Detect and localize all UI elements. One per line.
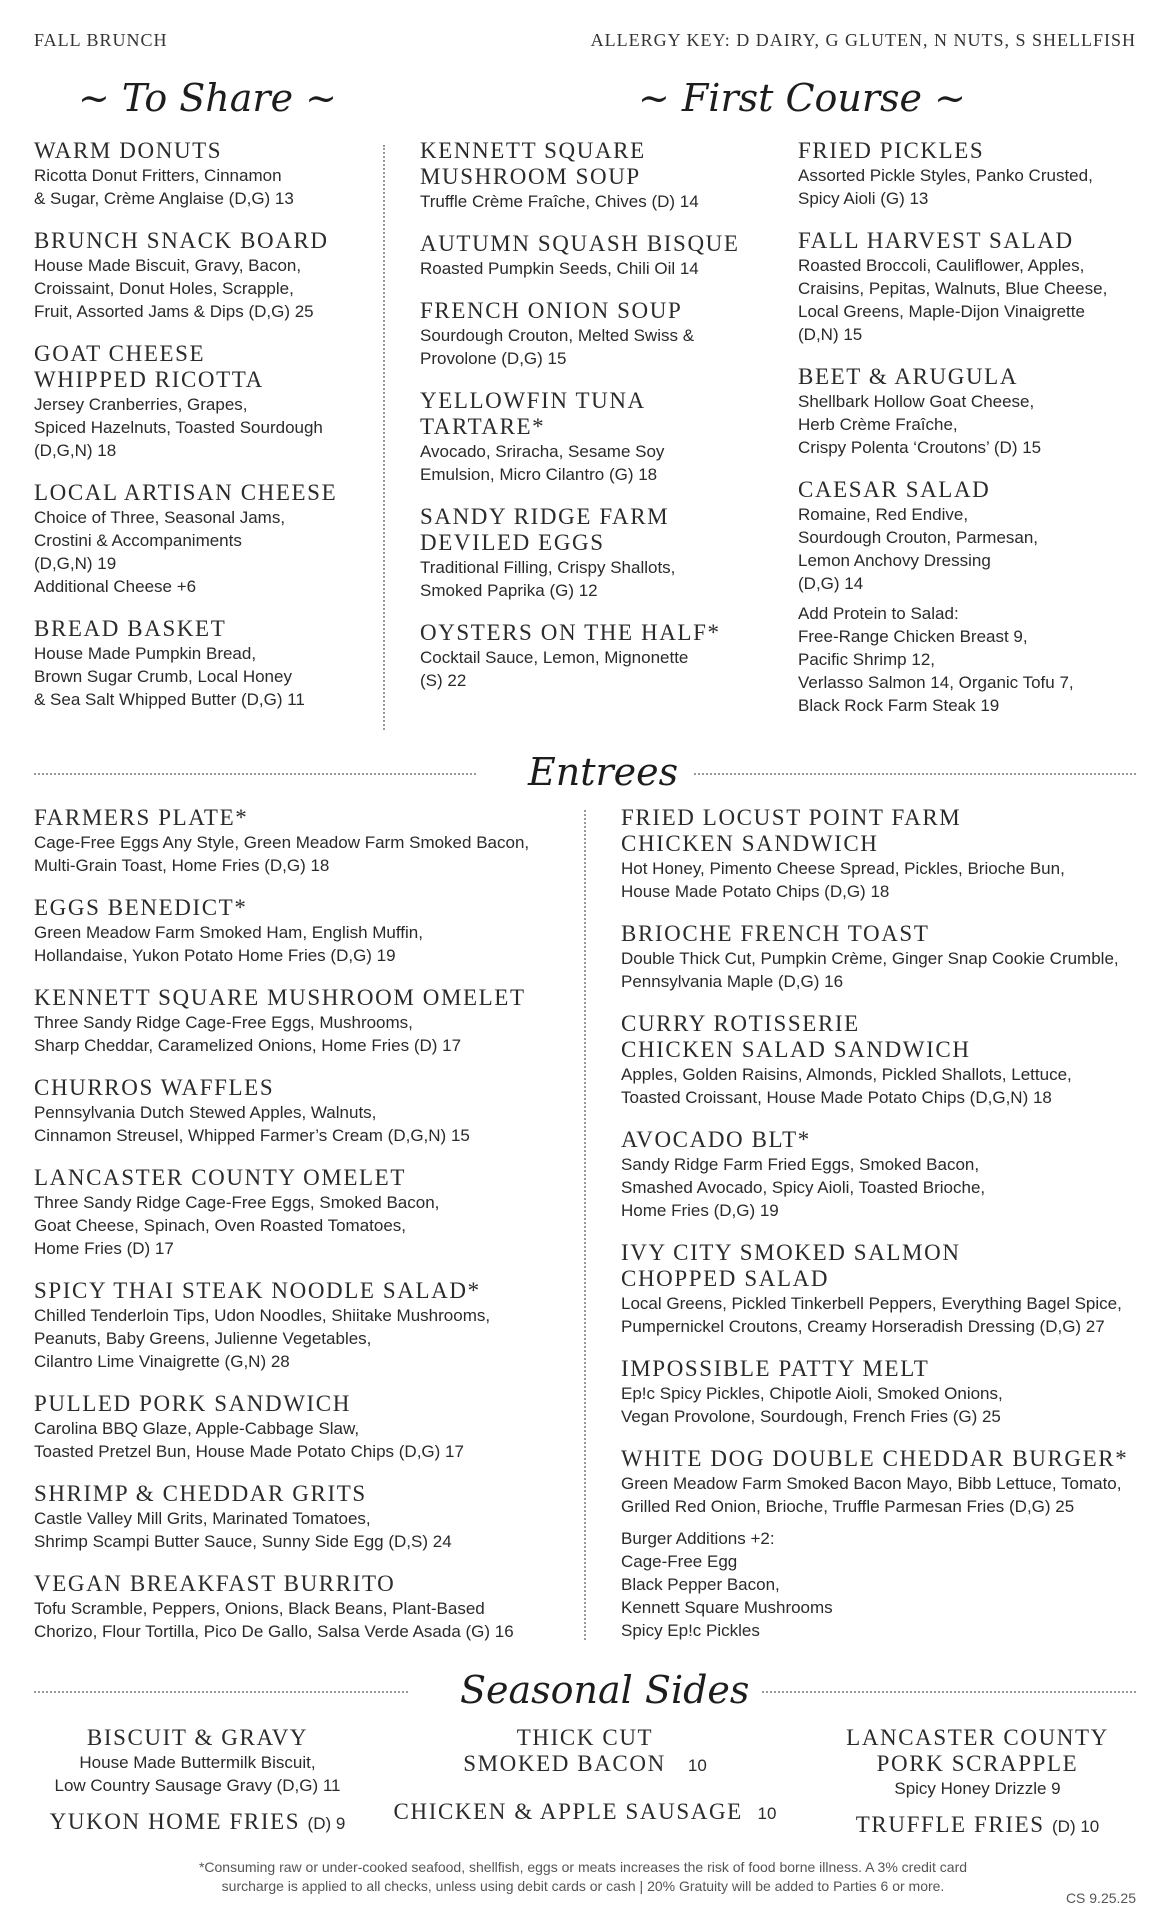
menu-item-name: SANDY RIDGE FARM DEVILED EGGS: [420, 504, 670, 555]
divider: [383, 145, 385, 730]
menu-item: [798, 228, 1158, 346]
side-desc: Spicy Honey Drizzle 9: [894, 1779, 1061, 1798]
menu-item-description: Cocktail Sauce, Lemon, Mignonette (S) 22: [420, 648, 689, 690]
menu-item-description: Double Thick Cut, Pumpkin Crème, Ginger Snap Cookie Crumble, Pennsylvania Maple (D,G) 16: [621, 949, 1119, 991]
side-left: [20, 1725, 375, 1837]
side-price: (D) 10: [1052, 1817, 1100, 1836]
menu-item-name: BREAD BASKET: [34, 616, 227, 641]
entrees-list-left: [34, 805, 584, 1661]
entrees-list-right: [621, 805, 1161, 1536]
menu-item: [34, 1481, 584, 1553]
menu-item-name: BRIOCHE FRENCH TOAST: [621, 921, 930, 946]
menu-item-description: Jersey Cranberries, Grapes, Spiced Hazelnuts, Toasted Sourdough (D,G,N) 18: [34, 395, 323, 460]
menu-item: [34, 138, 374, 210]
menu-item-description: Green Meadow Farm Smoked Ham, English Muffin, Hollandaise, Yukon Potato Home Fries (D,G) 19: [34, 923, 423, 965]
first-course-list-right: [798, 138, 1158, 613]
menu-item-description: Ricotta Donut Fritters, Cinnamon & Sugar, Crème Anglaise (D,G) 13: [34, 166, 294, 208]
menu-item-description: Traditional Filling, Crispy Shallots, Smoked Paprika (G) 12: [420, 558, 676, 600]
menu-item: [34, 1075, 584, 1147]
menu-item-name: IMPOSSIBLE PATTY MELT: [621, 1356, 930, 1381]
menu-item-name: FALL HARVEST SALAD: [798, 228, 1074, 253]
menu-item: [420, 298, 780, 370]
menu-item-name: FRENCH ONION SOUP: [420, 298, 683, 323]
menu-item-name: SHRIMP & CHEDDAR GRITS: [34, 1481, 367, 1506]
side-item: [800, 1812, 1155, 1840]
menu-item: [34, 1391, 584, 1463]
divider: [694, 773, 1136, 775]
menu-item-description: Hot Honey, Pimento Cheese Spread, Pickles, Brioche Bun, House Made Potato Chips (D,G) 18: [621, 859, 1065, 901]
menu-item-name: KENNETT SQUARE MUSHROOM SOUP: [420, 138, 646, 189]
menu-item: [34, 1278, 584, 1373]
divider: [34, 1691, 408, 1693]
menu-item-name: FARMERS PLATE*: [34, 805, 249, 830]
side-item: [20, 1809, 375, 1837]
menu-item-description: Three Sandy Ridge Cage-Free Eggs, Mushrooms, Sharp Cheddar, Caramelized Onions, Home Fries (D) 17: [34, 1013, 462, 1055]
seasonal-sides-heading: Seasonal Sides: [460, 1668, 750, 1712]
menu-item-name: FRIED LOCUST POINT FARM CHICKEN SANDWICH: [621, 805, 962, 856]
menu-item-description: Pennsylvania Dutch Stewed Apples, Walnuts, Cinnamon Streusel, Whipped Farmer’s Cream (D,G,N) 15: [34, 1103, 470, 1145]
side-price: 10: [687, 1756, 707, 1775]
menu-item-name: GOAT CHEESE WHIPPED RICOTTA: [34, 341, 264, 392]
menu-item-name: OYSTERS ON THE HALF*: [420, 620, 721, 645]
menu-item: [621, 1127, 1161, 1222]
menu-item-description: Romaine, Red Endive, Sourdough Crouton, Parmesan, Lemon Anchovy Dressing (D,G) 14: [798, 505, 1039, 593]
divider: [584, 810, 586, 1640]
menu-item-name: LOCAL ARTISAN CHEESE: [34, 480, 338, 505]
menu-item: [621, 1240, 1161, 1338]
menu-item: [621, 805, 1161, 903]
menu-item: [420, 231, 780, 280]
menu-item-description: Carolina BBQ Glaze, Apple-Cabbage Slaw, Toasted Pretzel Bun, House Made Potato Chips (D,G) 17: [34, 1419, 464, 1461]
menu-item-description: Choice of Three, Seasonal Jams, Crostini & Accompaniments (D,G,N) 19 Additional Cheese +6: [34, 508, 286, 596]
menu-item-name: CHURROS WAFFLES: [34, 1075, 275, 1100]
side-item: [385, 1725, 785, 1779]
side-price: (D) 9: [307, 1814, 346, 1833]
divider: [762, 1691, 1136, 1693]
menu-item-name: CURRY ROTISSERIE CHICKEN SALAD SANDWICH: [621, 1011, 971, 1062]
menu-item: [420, 620, 780, 692]
menu-item-description: Ep!c Spicy Pickles, Chipotle Aioli, Smoked Onions, Vegan Provolone, Sourdough, French Fries (G) 25: [621, 1384, 1003, 1426]
side-name: CHICKEN & APPLE SAUSAGE: [393, 1799, 743, 1824]
first-course-heading: ~ First Course ~: [638, 76, 966, 120]
menu-item-description: Chilled Tenderloin Tips, Udon Noodles, Shiitake Mushrooms, Peanuts, Baby Greens, Julienne Vegetables, Cilantro Lime Vinaigrette (G,N) 28: [34, 1306, 491, 1371]
menu-item-name: KENNETT SQUARE MUSHROOM OMELET: [34, 985, 526, 1010]
menu-item-description: Cage-Free Eggs Any Style, Green Meadow Farm Smoked Bacon, Multi-Grain Toast, Home Fries (D,G) 18: [34, 833, 530, 875]
menu-item-name: YELLOWFIN TUNA TARTARE*: [420, 388, 646, 439]
disclaimer: *Consuming raw or under-cooked seafood, shellfish, eggs or meats increases the risk of food borne illness. A 3% credit card surcharge is applied to all checks, unless using debit cards or cash | 20% Gratuity will be added to Parties 6 or more.: [198, 1859, 968, 1894]
menu-item: [34, 1571, 584, 1643]
side-name: LANCASTER COUNTY PORK SCRAPPLE: [846, 1725, 1109, 1776]
menu-item-name: WARM DONUTS: [34, 138, 223, 163]
menu-title: FALL BRUNCH: [34, 30, 168, 50]
menu-item-name: VEGAN BREAKFAST BURRITO: [34, 1571, 396, 1596]
side-desc: House Made Buttermilk Biscuit, Low Country Sausage Gravy (D,G) 11: [54, 1753, 341, 1795]
protein-addons-text: Add Protein to Salad: Free-Range Chicken Breast 9, Pacific Shrimp 12, Verlasso Salmon 14, Organic Tofu 7, Black Rock Farm Steak 19: [798, 604, 1074, 715]
menu-item-name: FRIED PICKLES: [798, 138, 985, 163]
menu-item: [621, 1446, 1161, 1518]
menu-item-description: Assorted Pickle Styles, Panko Crusted, Spicy Aioli (G) 13: [798, 166, 1093, 208]
menu-item-description: Roasted Broccoli, Cauliflower, Apples, Craisins, Pepitas, Walnuts, Blue Cheese, Local Greens, Maple-Dijon Vinaigrette (D,N) 15: [798, 256, 1108, 344]
menu-item-description: House Made Biscuit, Gravy, Bacon, Croissaint, Donut Holes, Scrapple, Fruit, Assorted Jams & Dips (D,G) 25: [34, 256, 314, 321]
burger-additions-text: Burger Additions +2: Cage-Free Egg Black Pepper Bacon, Kennett Square Mushrooms Spicy Ep!c Pickles: [621, 1529, 833, 1640]
menu-item-name: BEET & ARUGULA: [798, 364, 1019, 389]
menu-item: [798, 138, 1158, 210]
menu-item: [621, 1356, 1161, 1428]
menu-item: [798, 364, 1158, 459]
menu-item-description: Roasted Pumpkin Seeds, Chili Oil 14: [420, 259, 699, 278]
menu-item-name: WHITE DOG DOUBLE CHEDDAR BURGER*: [621, 1446, 1129, 1471]
menu-item-description: Castle Valley Mill Grits, Marinated Tomatoes, Shrimp Scampi Butter Sauce, Sunny Side Egg (D,S) 24: [34, 1509, 452, 1551]
menu-item-name: AVOCADO BLT*: [621, 1127, 811, 1152]
menu-item: [34, 985, 584, 1057]
entrees-heading: Entrees: [528, 750, 679, 794]
menu-item-name: LANCASTER COUNTY OMELET: [34, 1165, 406, 1190]
menu-item: [34, 895, 584, 967]
side-name: YUKON HOME FRIES: [49, 1809, 301, 1834]
menu-item-name: AUTUMN SQUASH BISQUE: [420, 231, 740, 256]
first-course-list-left: [420, 138, 780, 710]
menu-item-description: Truffle Crème Fraîche, Chives (D) 14: [420, 192, 699, 211]
menu-item-description: Sandy Ridge Farm Fried Eggs, Smoked Bacon, Smashed Avocado, Spicy Aioli, Toasted Brioche, Home Fries (D,G) 19: [621, 1155, 986, 1220]
menu-item: [34, 228, 374, 323]
side-item: [385, 1799, 785, 1827]
menu-item: [34, 480, 374, 598]
side-name: TRUFFLE FRIES: [855, 1812, 1045, 1837]
to-share-list: [34, 138, 374, 729]
side-right: [800, 1725, 1155, 1840]
menu-item-description: Avocado, Sriracha, Sesame Soy Emulsion, Micro Cilantro (G) 18: [420, 442, 665, 484]
menu-item: [34, 341, 374, 462]
menu-item-description: Tofu Scramble, Peppers, Onions, Black Beans, Plant-Based Chorizo, Flour Tortilla, Pico De Gallo, Salsa Verde Asada (G) 16: [34, 1599, 514, 1641]
divider: [34, 773, 476, 775]
to-share-heading: ~ To Share ~: [78, 76, 338, 120]
menu-item-name: EGGS BENEDICT*: [34, 895, 248, 920]
menu-item: [420, 138, 780, 213]
menu-item: [798, 477, 1158, 595]
menu-item: [420, 504, 780, 602]
menu-item: [34, 1165, 584, 1260]
menu-item-description: Sourdough Crouton, Melted Swiss & Provolone (D,G) 15: [420, 326, 695, 368]
side-center: [385, 1725, 785, 1827]
menu-item-description: Shellbark Hollow Goat Cheese, Herb Crème Fraîche, Crispy Polenta ‘Croutons’ (D) 15: [798, 392, 1042, 457]
menu-item-name: IVY CITY SMOKED SALMON CHOPPED SALAD: [621, 1240, 961, 1291]
menu-item-name: CAESAR SALAD: [798, 477, 991, 502]
burger-additions: [621, 1527, 1161, 1642]
menu-item: [621, 921, 1161, 993]
menu-item: [420, 388, 780, 486]
menu-item: [621, 1011, 1161, 1109]
menu-item: [34, 616, 374, 711]
version-code: CS 9.25.25: [1065, 1890, 1136, 1906]
menu-item-description: Green Meadow Farm Smoked Bacon Mayo, Bibb Lettuce, Tomato, Grilled Red Onion, Brioche, Truffle Parmesan Fries (D,G) 25: [621, 1474, 1122, 1516]
protein-addons: [798, 602, 1158, 717]
menu-item-name: BRUNCH SNACK BOARD: [34, 228, 329, 253]
menu-item-description: Local Greens, Pickled Tinkerbell Peppers, Everything Bagel Spice, Pumpernickel Croutons, Creamy Horseradish Dressing (D,G) 27: [621, 1294, 1122, 1336]
menu-item: [34, 805, 584, 877]
allergy-key: ALLERGY KEY: D DAIRY, G GLUTEN, N NUTS, S SHELLFISH: [590, 30, 1136, 50]
menu-item-description: House Made Pumpkin Bread, Brown Sugar Crumb, Local Honey & Sea Salt Whipped Butter (D,G) 11: [34, 644, 305, 709]
menu-item-description: Three Sandy Ridge Cage-Free Eggs, Smoked Bacon, Goat Cheese, Spinach, Oven Roasted Tomatoes, Home Fries (D) 17: [34, 1193, 440, 1258]
side-name: BISCUIT & GRAVY: [86, 1725, 309, 1750]
side-name: THICK CUT SMOKED BACON: [463, 1725, 666, 1776]
menu-item-name: PULLED PORK SANDWICH: [34, 1391, 351, 1416]
side-price: 10: [757, 1804, 777, 1823]
menu-item-description: Apples, Golden Raisins, Almonds, Pickled Shallots, Lettuce, Toasted Croissant, House Made Potato Chips (D,G,N) 18: [621, 1065, 1072, 1107]
menu-item-name: SPICY THAI STEAK NOODLE SALAD*: [34, 1278, 481, 1303]
